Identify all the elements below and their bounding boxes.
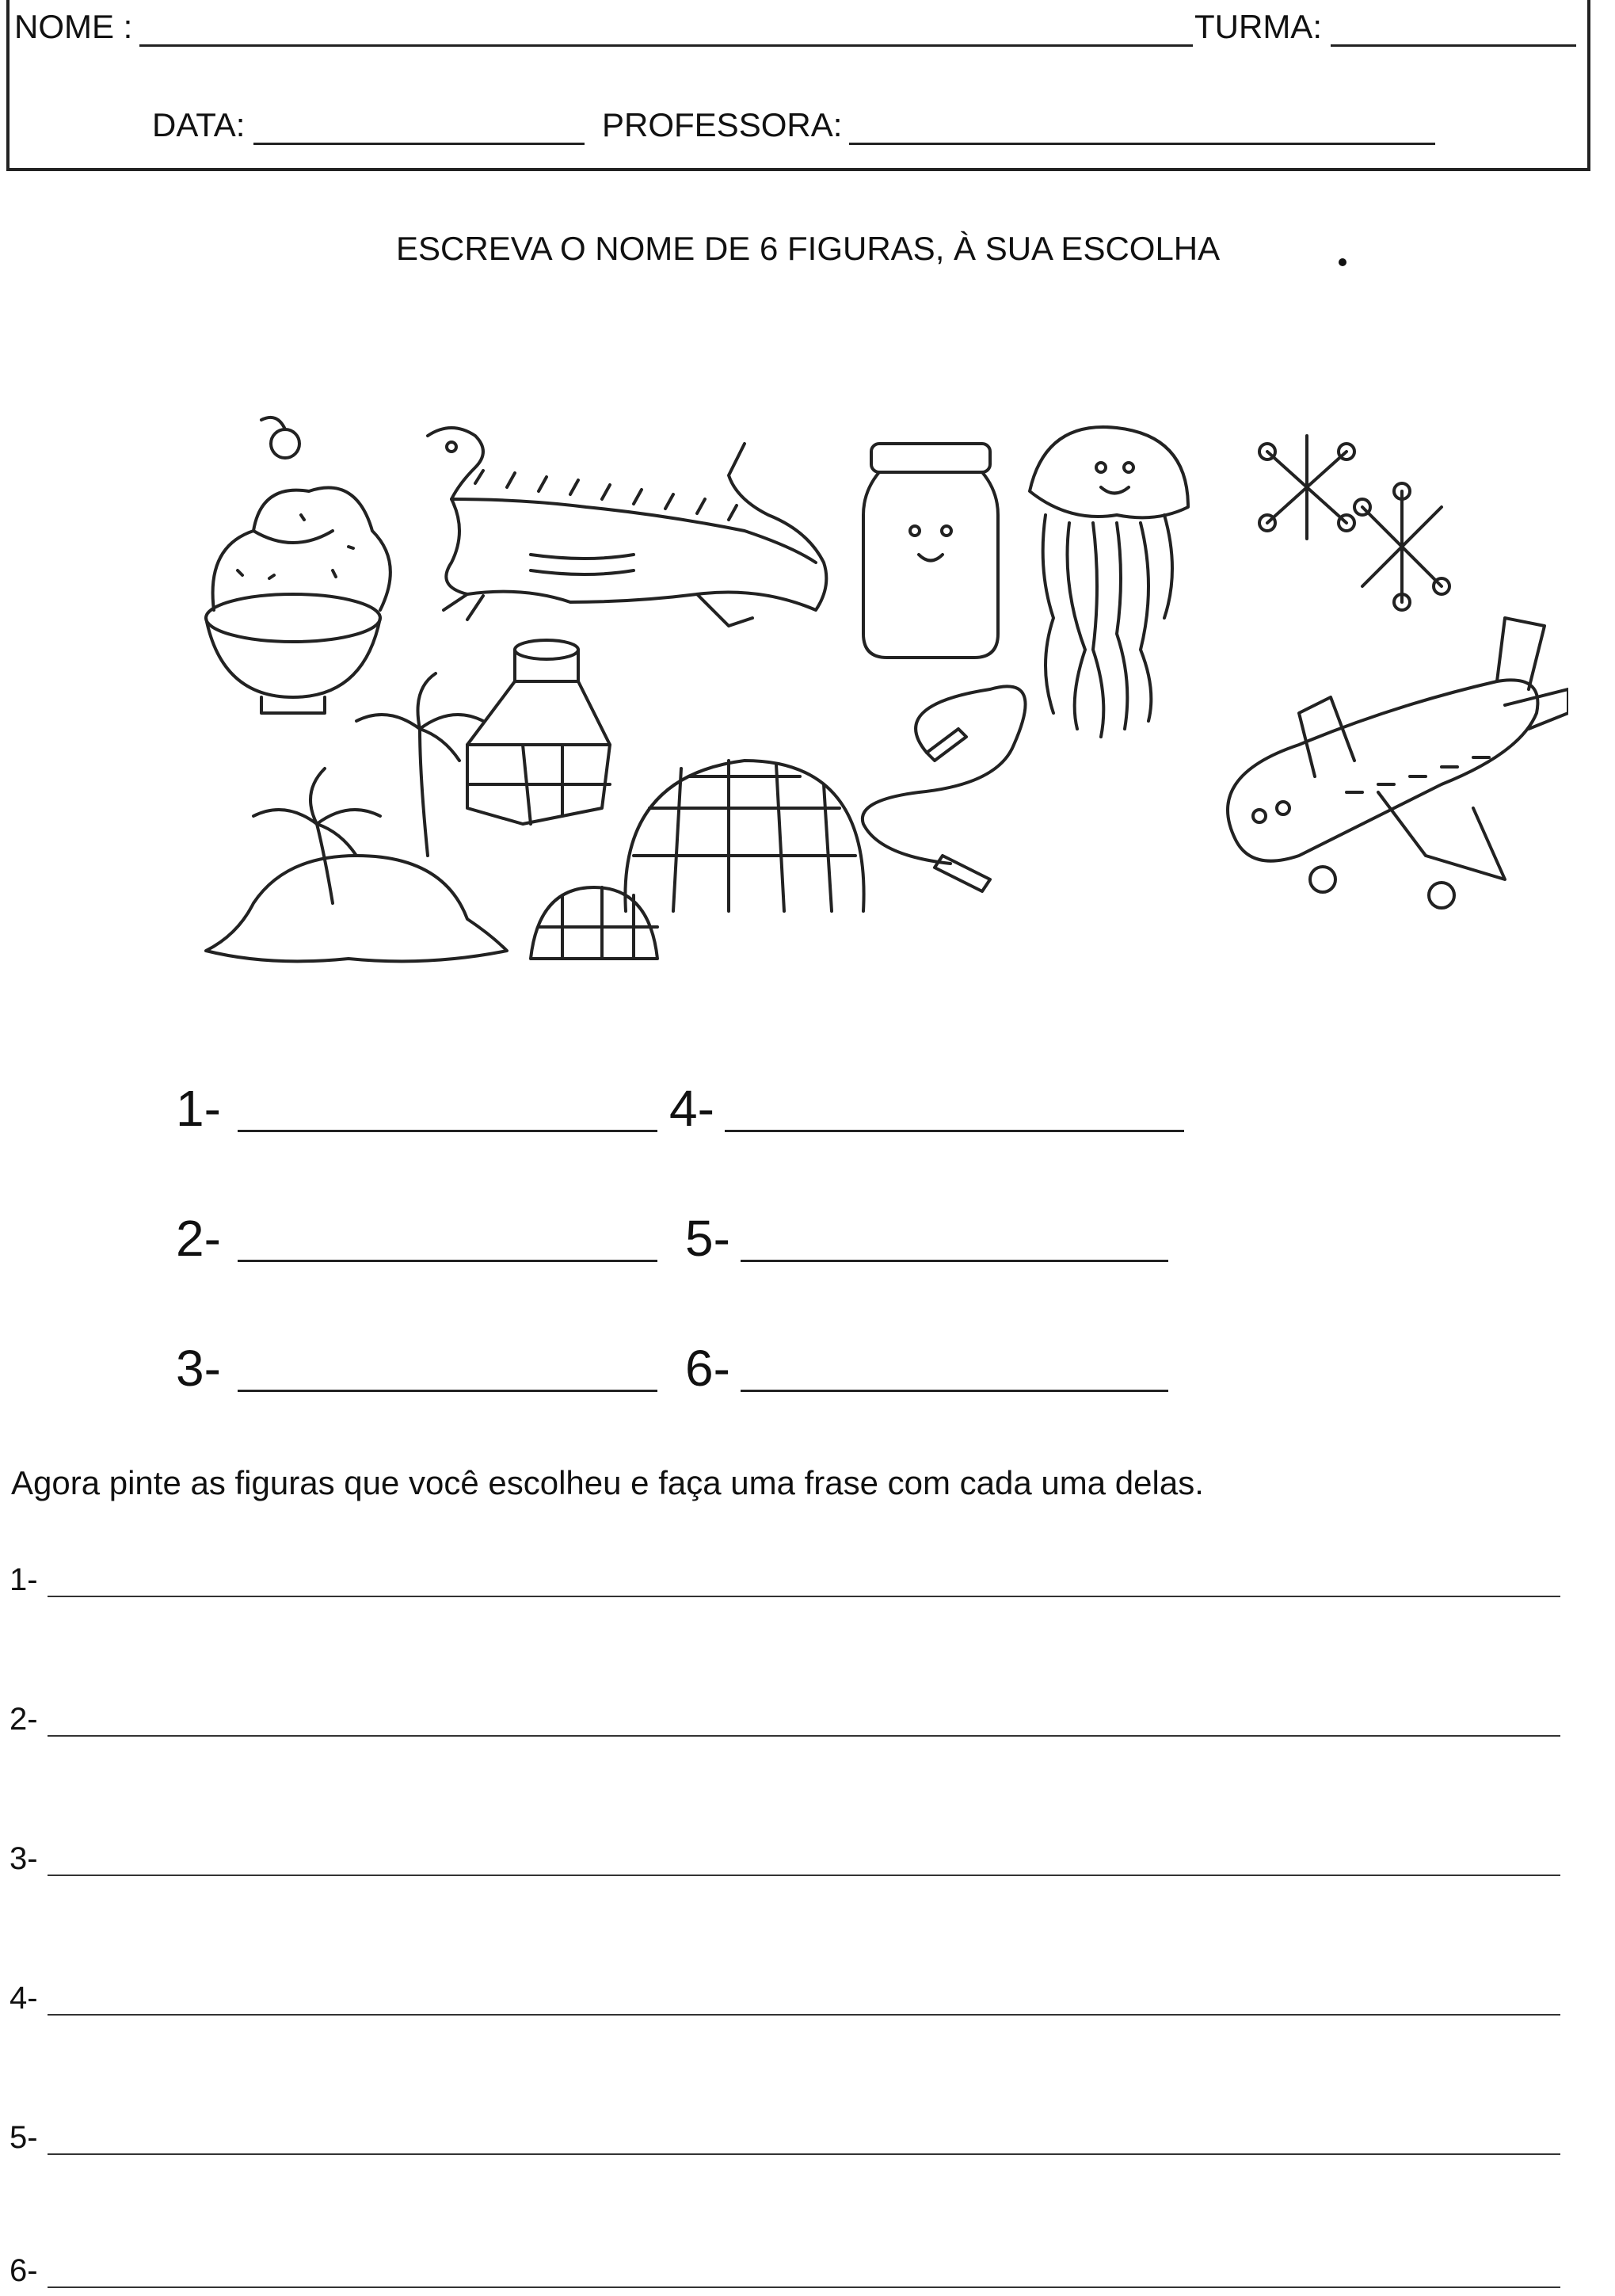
sentence-slot-6-line[interactable]: [48, 2286, 1560, 2288]
name-slot-4-label: 4-: [669, 1080, 714, 1137]
date-label: DATA:: [152, 106, 246, 143]
sentence-slot-5-line[interactable]: [48, 2153, 1560, 2155]
name-slot-6-line[interactable]: [741, 1390, 1168, 1392]
name-slot-2-line[interactable]: [238, 1260, 657, 1262]
name-slot-5-label: 5-: [685, 1210, 730, 1267]
name-slot-2-label: 2-: [176, 1210, 221, 1267]
jellyfish-icon: [1030, 427, 1188, 737]
teacher-label: PROFESSORA:: [602, 106, 843, 143]
ice-cream-sundae-icon: [206, 418, 390, 713]
period-dot: [1339, 258, 1346, 266]
sentence-slot-2-line[interactable]: [48, 1735, 1560, 1737]
bottle-icon: [467, 640, 610, 824]
instruction-text: ESCREVA O NOME DE 6 FIGURAS, À SUA ESCOLHA: [396, 230, 1221, 267]
figures-illustration: [190, 412, 1568, 982]
name-label: NOME :: [14, 8, 133, 45]
island-icon: [206, 673, 507, 961]
sentence-slot-3-label: 3-: [10, 1841, 38, 1876]
second-instruction-text: Agora pinte as figuras que você escolheu e faça uma frase com cada uma delas.: [11, 1464, 1204, 1501]
teacher-field[interactable]: [849, 143, 1435, 145]
date-field[interactable]: [253, 143, 585, 145]
class-label: TURMA:: [1194, 8, 1322, 45]
sentence-slot-1-label: 1-: [10, 1562, 38, 1597]
sentence-slot-5-label: 5-: [10, 2120, 38, 2155]
name-slot-5-line[interactable]: [741, 1260, 1168, 1262]
name-slot-3-label: 3-: [176, 1340, 221, 1397]
name-slot-6-label: 6-: [685, 1340, 730, 1397]
jump-rope-icon: [863, 686, 1026, 891]
name-field[interactable]: [139, 44, 1193, 47]
sentence-slot-4-line[interactable]: [48, 2014, 1560, 2016]
sentence-slot-4-label: 4-: [10, 1981, 38, 2016]
sentence-slot-6-label: 6-: [10, 2253, 38, 2288]
header-box: [6, 0, 1590, 171]
name-slot-1-line[interactable]: [238, 1130, 657, 1132]
name-slot-1-label: 1-: [176, 1080, 221, 1137]
jar-icon: [863, 444, 998, 658]
sentence-slot-3-line[interactable]: [48, 1875, 1560, 1876]
sentence-slot-2-label: 2-: [10, 1702, 38, 1737]
iguana-icon: [428, 428, 826, 626]
jacks-icon: [1259, 436, 1449, 610]
airplane-icon: [1228, 618, 1568, 908]
name-slot-3-line[interactable]: [238, 1390, 657, 1392]
class-field[interactable]: [1331, 44, 1576, 47]
name-slot-4-line[interactable]: [725, 1130, 1184, 1132]
sentence-slot-1-line[interactable]: [48, 1596, 1560, 1597]
igloo-icon: [531, 761, 864, 959]
